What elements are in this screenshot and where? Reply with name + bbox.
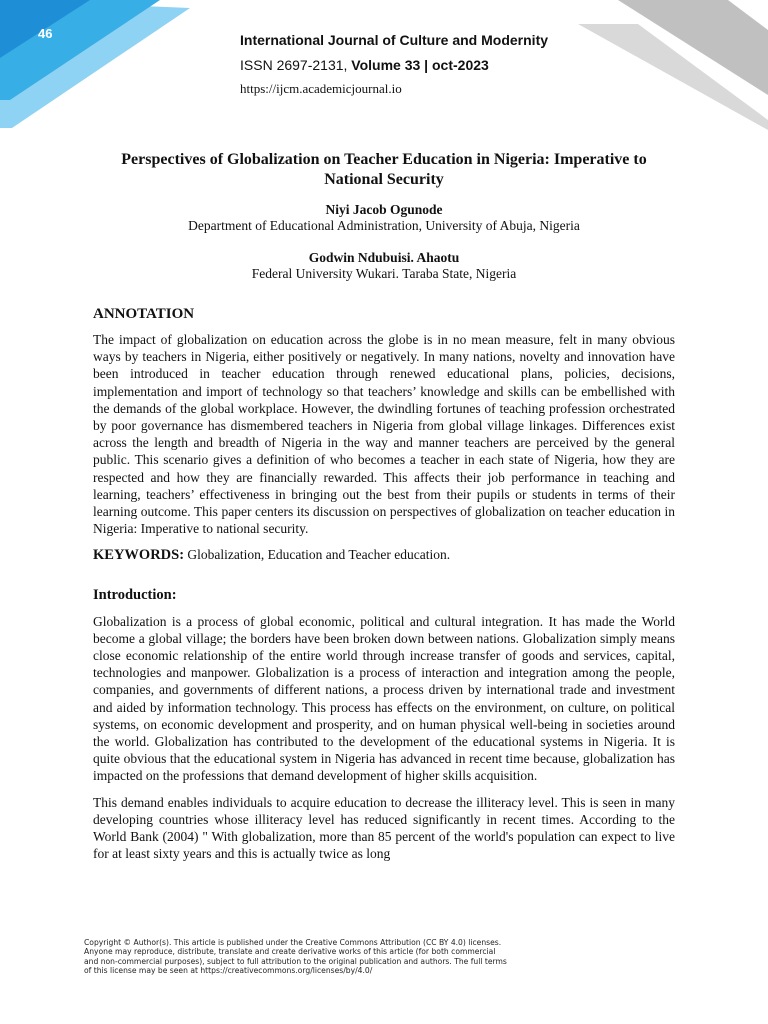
issue-date: oct-2023 xyxy=(432,57,489,73)
author-affiliation: Department of Educational Administration, University of Abuja, Nigeria xyxy=(188,218,580,233)
author-block xyxy=(93,202,675,234)
keywords-text: Globalization, Education and Teacher education. xyxy=(184,547,451,563)
journal-url[interactable]: https://ijcm.academicjournal.io xyxy=(240,81,402,96)
header-corner-decoration-left xyxy=(0,0,200,130)
footer-line: and non-commercial purposes), subject to full attribution to the original publication and authors. The full terms xyxy=(84,956,507,966)
author-name: Godwin Ndubuisi. Ahaotu xyxy=(308,250,460,265)
annotation-heading: ANNOTATION xyxy=(93,306,195,322)
introduction-paragraph: Globalization is a process of global economic, political and cultural integration. It has made the World become a global village; the borders have been broken down between nations. Globalization simply means close economic relationship of the entire world through increase transfer of goods and services, capital, technologies and manpower. Globalization is a process of interaction and integration among the people, companies, and governments of different nations, a process driven by international trade and investment and aided by information technology. This process has effects on the environment, on culture, on political systems, on economic development and prosperity, and on human physical well-being in societies around the world. Globalization has contributed to the development of the educational systems in Nigeria. It is quite obvious that the educational system in Nigeria has advanced in recent time because, globalization has impacted on the professions that demand development of higher skills acquisition. xyxy=(93,613,675,784)
article-title: Perspectives of Globalization on Teacher Education in Nigeria: Imperative to National Security xyxy=(121,151,647,188)
header-corner-decoration-right xyxy=(578,0,768,130)
keywords xyxy=(93,546,675,564)
issn-separator: | xyxy=(420,57,432,73)
author-block xyxy=(93,250,675,282)
author-affiliation: Federal University Wukari. Taraba State, Nigeria xyxy=(251,266,517,281)
issn-line xyxy=(240,57,489,73)
footer-line: Anyone may reproduce, distribute, translate and create derivative works of this article (for both commercial xyxy=(84,947,496,957)
annotation-text: The impact of globalization on education across the globe is in no mean measure, felt in many obvious ways by teachers in Nigeria, either positively or negatively. In many nations, novelty and innovation have been introduced in teacher education through renewed educational plans, policies, decisions, implementation and import of technology so that teachers’ knowledge and skills can be embellished with the demands of the global workplace. However, the dwindling fortunes of teaching profession orchestrated by poor governance has dismembered teachers in Nigeria from global village linkages. Differences exist across the length and breadth of Nigeria in the way and manner teachers are perceived by the general public. This scenario gives a definition of who becomes a teacher in each state of Nigeria, how they are respected and how they are financially rewarded. This affects their job performance in teaching and learning, teachers’ effectiveness in bringing out the best from their pupils or students in terms of their learning outcome. This paper centers its discussion on perspectives of globalization on teacher education in Nigeria: Imperative to national security. xyxy=(93,332,675,537)
journal-name: International Journal of Culture and Modernity xyxy=(240,32,549,48)
author-name: Niyi Jacob Ogunode xyxy=(325,202,443,217)
introduction-paragraph: This demand enables individuals to acquire education to decrease the illiteracy level. This is seen in many developing countries whose illiteracy level has reduced significantly in recent times. According to the World Bank (2004) " With globalization, more than 85 percent of the world's population can expect to live for at least sixty years and this is actually twice as long xyxy=(93,794,675,862)
keywords-label: KEYWORDS: xyxy=(93,547,185,564)
volume: Volume 33 xyxy=(351,57,421,73)
footer-line: Copyright © Author(s). This article is published under the Creative Commons Attribution (CC BY 4.0) licenses. xyxy=(84,938,502,947)
issn: ISSN 2697-2131, xyxy=(240,57,352,73)
article-body xyxy=(93,150,675,862)
copyright-footer xyxy=(84,938,644,976)
introduction-heading: Introduction: xyxy=(93,586,177,603)
footer-line: of this license may be seen at https://creativecommons.org/licenses/by/4.0/ xyxy=(84,966,373,976)
page-number: 46 xyxy=(38,26,53,41)
